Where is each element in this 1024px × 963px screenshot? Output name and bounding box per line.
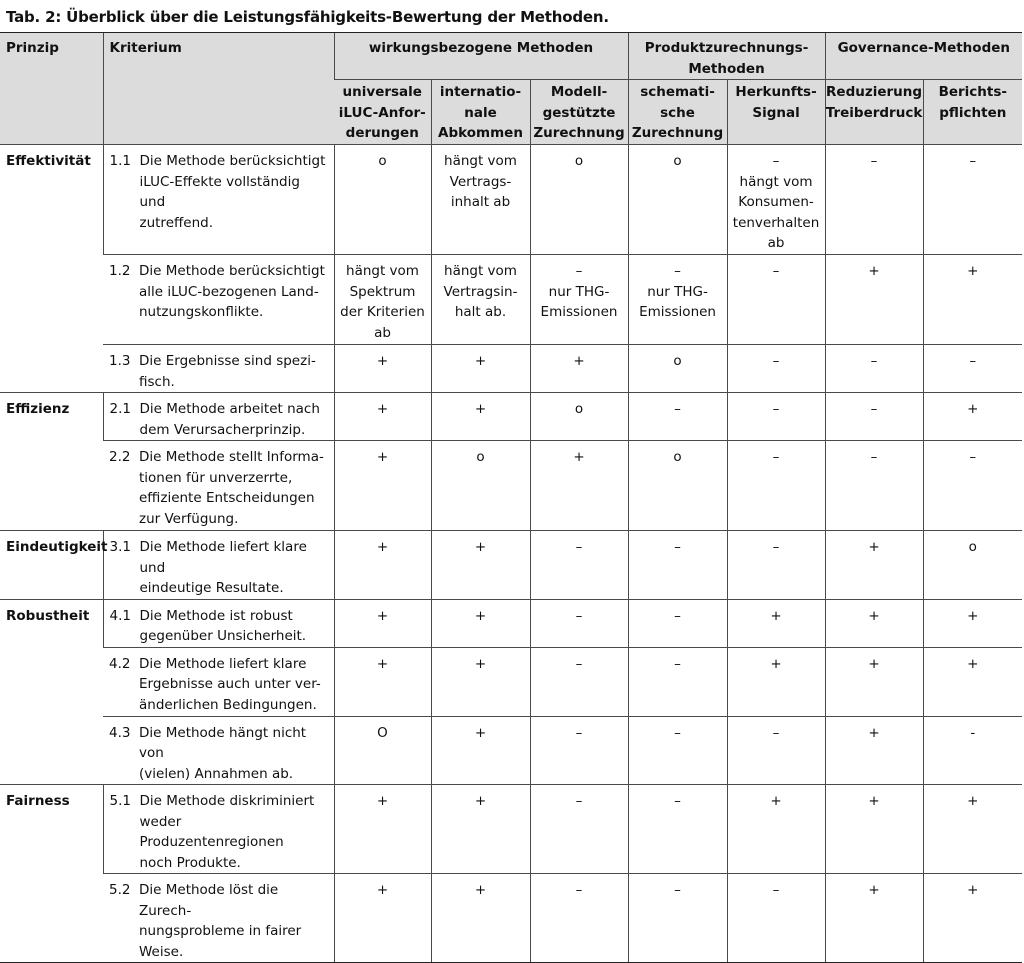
rating-cell: -: [923, 716, 1022, 785]
rating-cell: –: [628, 874, 727, 963]
rating-cell: +: [431, 393, 530, 441]
criterion-text: Die Methode arbeitet nach dem Verursacherprinzip.: [139, 401, 320, 438]
rating-cell: –: [923, 345, 1022, 393]
principle-cell: Effektivität: [0, 145, 103, 393]
criterion-cell: [103, 647, 334, 716]
criterion-cell: [103, 393, 334, 441]
table-row: [0, 531, 1022, 600]
rating-cell: +: [825, 647, 923, 716]
criterion-cell: [103, 345, 334, 393]
rating-cell: +: [530, 441, 628, 531]
rating-cell: –: [727, 874, 825, 963]
table-row: [0, 255, 1022, 345]
rating-cell: –: [727, 345, 825, 393]
criterion-cell: [103, 531, 334, 600]
criterion-number: 1.2: [109, 263, 131, 279]
rating-cell: o: [431, 441, 530, 531]
header-method-1: universale iLUC-Anfor- derungen: [334, 80, 431, 145]
principle-cell: Robustheit: [0, 599, 103, 785]
criterion-text: Die Methode liefert klare und eindeutige Resultate.: [139, 539, 307, 596]
table-row: [0, 441, 1022, 531]
rating-cell: +: [727, 785, 825, 874]
header-method-5: Herkunfts- Signal: [727, 80, 825, 145]
criterion-text: Die Methode ist robust gegenüber Unsicherheit.: [139, 607, 307, 644]
rating-cell: o: [923, 531, 1022, 600]
header-group-2: Produktzurechnungs- Methoden: [628, 33, 825, 80]
rating-cell: +: [334, 874, 431, 963]
rating-cell: –: [923, 441, 1022, 531]
rating-cell: –: [727, 531, 825, 600]
rating-cell: O: [334, 716, 431, 785]
header-method-7: Berichts- pflichten: [923, 80, 1022, 145]
rating-cell: +: [923, 874, 1022, 963]
criterion-number: 2.2: [109, 449, 131, 465]
rating-cell: –: [628, 647, 727, 716]
table-row: [0, 599, 1022, 647]
criterion-cell: [103, 145, 334, 255]
rating-cell: o: [530, 145, 628, 255]
rating-cell: +: [923, 599, 1022, 647]
rating-cell: o: [628, 441, 727, 531]
rating-cell: –: [530, 874, 628, 963]
rating-cell: –: [628, 785, 727, 874]
rating-cell: +: [530, 345, 628, 393]
criterion-text: Die Methode löst die Zurech- nungsprobleme in fairer Weise.: [139, 882, 302, 960]
rating-cell: +: [825, 785, 923, 874]
header-group-3: Governance-Methoden: [825, 33, 1022, 80]
rating-cell: +: [825, 255, 923, 345]
rating-cell: +: [825, 716, 923, 785]
criterion-text: Die Methode diskriminiert weder Produzentenregionen noch Produkte.: [139, 793, 315, 871]
rating-cell: –: [628, 599, 727, 647]
rating-cell: +: [334, 599, 431, 647]
rating-cell: –: [727, 255, 825, 345]
rating-cell: hängt vom Vertrags- inhalt ab: [431, 145, 530, 255]
rating-cell: –: [825, 345, 923, 393]
rating-cell: +: [727, 647, 825, 716]
criterion-text: Die Methode berücksichtigt iLUC-Effekte vollständig und zutreffend.: [139, 153, 326, 231]
criterion-number: 5.1: [109, 793, 131, 809]
criterion-text: Die Methode hängt nicht von (vielen) Annahmen ab.: [139, 724, 307, 782]
header-prinzip: Prinzip: [0, 33, 103, 145]
header-kriterium: Kriterium: [103, 33, 334, 145]
rating-cell: – nur THG- Emissionen: [530, 255, 628, 345]
rating-cell: +: [431, 716, 530, 785]
rating-cell: –: [825, 393, 923, 441]
rating-cell: +: [431, 599, 530, 647]
rating-cell: –: [530, 647, 628, 716]
rating-cell: hängt vom Spektrum der Kriterien ab: [334, 255, 431, 345]
rating-cell: +: [825, 531, 923, 600]
table-caption: Tab. 2: Überblick über die Leistungsfähigkeits-Bewertung der Methoden.: [6, 8, 609, 26]
rating-cell: –: [530, 716, 628, 785]
rating-cell: +: [923, 255, 1022, 345]
header-method-2: internatio- nale Abkommen: [431, 80, 530, 145]
criterion-cell: [103, 255, 334, 345]
rating-cell: –: [825, 441, 923, 531]
rating-cell: –: [530, 599, 628, 647]
criterion-number: 5.2: [109, 882, 131, 898]
rating-cell: +: [923, 647, 1022, 716]
criterion-number: 4.1: [109, 607, 131, 624]
rating-cell: hängt vom Vertragsin- halt ab.: [431, 255, 530, 345]
principle-cell: Effizienz: [0, 393, 103, 531]
rating-cell: – hängt vom Konsumen- tenverhalten ab: [727, 145, 825, 255]
rating-cell: –: [628, 393, 727, 441]
table-row: [0, 345, 1022, 393]
rating-cell: +: [923, 393, 1022, 441]
principle-cell: Fairness: [0, 785, 103, 963]
header-method-4: schemati- sche Zurechnung: [628, 80, 727, 145]
rating-cell: –: [530, 785, 628, 874]
rating-cell: o: [530, 393, 628, 441]
rating-cell: +: [923, 785, 1022, 874]
evaluation-table: [0, 32, 1022, 963]
rating-cell: – nur THG- Emissionen: [628, 255, 727, 345]
criterion-text: Die Methode liefert klare Ergebnisse auch unter ver- änderlichen Bedingungen.: [139, 655, 321, 713]
header-method-6: Reduzierung Treiberdruck: [825, 80, 923, 145]
rating-cell: +: [431, 647, 530, 716]
rating-cell: +: [825, 599, 923, 647]
rating-cell: –: [628, 716, 727, 785]
rating-cell: –: [530, 531, 628, 600]
rating-cell: +: [431, 345, 530, 393]
rating-cell: –: [628, 531, 727, 600]
rating-cell: o: [628, 345, 727, 393]
rating-cell: –: [727, 716, 825, 785]
rating-cell: +: [334, 345, 431, 393]
rating-cell: –: [727, 441, 825, 531]
table-row: [0, 716, 1022, 785]
criterion-cell: [103, 874, 334, 963]
criterion-number: 3.1: [109, 539, 131, 555]
rating-cell: –: [825, 145, 923, 255]
table-row: [0, 393, 1022, 441]
table-row: [0, 145, 1022, 255]
criterion-number: 4.2: [109, 655, 131, 672]
header-group-1: wirkungsbezogene Methoden: [334, 33, 628, 80]
criterion-cell: [103, 441, 334, 531]
rating-cell: o: [334, 145, 431, 255]
rating-cell: +: [431, 785, 530, 874]
criterion-number: 1.3: [109, 353, 131, 369]
criterion-text: Die Methode stellt Informa- tionen für unverzerrte, effiziente Entscheidungen zur Verfügung.: [139, 449, 324, 527]
table-row: [0, 874, 1022, 963]
criterion-cell: [103, 785, 334, 874]
rating-cell: +: [334, 531, 431, 600]
rating-cell: +: [431, 531, 530, 600]
criterion-cell: [103, 599, 334, 647]
criterion-number: 4.3: [109, 724, 131, 741]
rating-cell: –: [727, 393, 825, 441]
rating-cell: +: [334, 785, 431, 874]
rating-cell: +: [334, 647, 431, 716]
rating-cell: +: [727, 599, 825, 647]
rating-cell: +: [334, 441, 431, 531]
criterion-text: Die Ergebnisse sind spezi- fisch.: [139, 353, 316, 390]
rating-cell: +: [431, 874, 530, 963]
criterion-number: 1.1: [109, 153, 131, 169]
criterion-cell: [103, 716, 334, 785]
rating-cell: o: [628, 145, 727, 255]
criterion-text: Die Methode berücksichtigt alle iLUC-bezogenen Land- nutzungskonflikte.: [139, 263, 325, 320]
rating-cell: –: [923, 145, 1022, 255]
table-row: [0, 785, 1022, 874]
rating-cell: +: [825, 874, 923, 963]
table-row: [0, 647, 1022, 716]
header-method-3: Modell- gestützte Zurechnung: [530, 80, 628, 145]
criterion-number: 2.1: [109, 401, 131, 417]
principle-cell: Eindeutigkeit: [0, 531, 103, 600]
rating-cell: +: [334, 393, 431, 441]
